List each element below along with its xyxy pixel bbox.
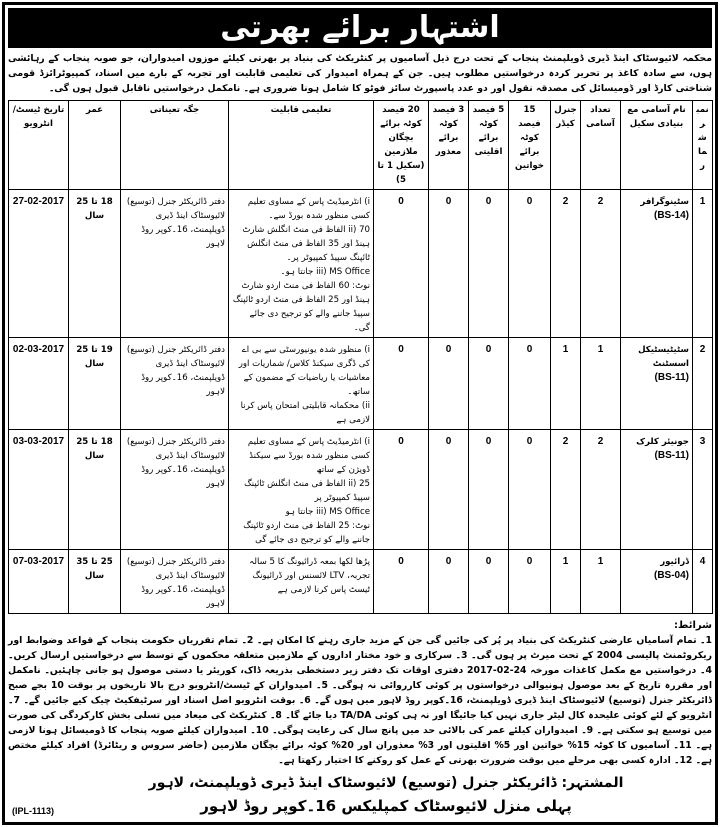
cell-count: 2 xyxy=(581,430,621,550)
condition-item: 5۔ امیدواران کے ٹیسٹ/انٹرویو درج بالا تاریخوں پر بوقت 10 بجے صبح ڈائریکٹر جنرل (توسیع) لائیوسٹاک اینڈ ڈیری ڈویلپمنٹ، 16۔کوپر روڈ لاہور میں ہوں گے۔ xyxy=(8,680,712,706)
cell-minority: 0 xyxy=(469,430,509,550)
advertiser-line: المشتہر: ڈائریکٹر جنرل (توسیع) لائیوسٹاک اینڈ ڈیری ڈویلپمنٹ، لاہور xyxy=(148,775,624,791)
ad-intro: محکمہ لائیوسٹاک اینڈ ڈیری ڈویلپمنٹ پنجاب کے تحت درج ذیل آسامیوں پر کنٹریکٹ کی بنیاد پر بھرتی کیلئے موزوں امیدواران، جو صوبہ پنجاب کے رہائشی ہوں، سے سادہ کاغذ پر تحریر کردہ درخواستیں مطلوب ہیں۔ جن کے ہمراہ امیدوار کی تعلیمی قابلیت اور تجربہ کے بارے میں اسناد، کمپیوٹرائزڈ قومی شناختی کارڈ اور ڈومیسائل کی مصدقہ نقول اور دو عدد پاسپورٹ سائز فوٹو کا شامل ہونا ضروری ہے۔ نامکمل درخواستیں ناقابل قبول ہوں گی۔ xyxy=(8,53,712,94)
cell-post-name xyxy=(621,430,693,550)
cell-post-name xyxy=(621,338,693,430)
table-row xyxy=(9,338,713,430)
qualification-line: i) منظور شدہ یونیورسٹی سے بی اے کی ڈگری سیکنڈ کلاس/ شماریات اور معاشیات یا ریاضیات کے مضمون کے ساتھ۔ xyxy=(238,345,370,397)
header-age: عمر xyxy=(69,101,121,190)
condition-item: 12۔ ادارہ کسی بھی مرحلے میں بوقت ضرورت بھرتی کے عمل کو روکنے کا اختیار رکھتا ہے۔ xyxy=(278,755,693,766)
cell-serial: 2 xyxy=(693,338,713,430)
cell-disabled: 0 xyxy=(429,338,469,430)
cell-interview-date: 07-03-2017 xyxy=(9,550,69,614)
cell-qualification xyxy=(229,430,374,550)
advertiser-block xyxy=(60,772,712,818)
cell-interview-date: 27-02-2017 xyxy=(9,190,69,338)
cell-general: 2 xyxy=(551,190,581,338)
cell-disabled: 0 xyxy=(429,550,469,614)
cell-employees-children: 0 xyxy=(374,338,429,430)
cell-qualification xyxy=(229,338,374,430)
condition-item: 6۔ بوقت انٹرویو اصل اسناد اور سرٹیفکیٹ چیک کیے جائیں گے۔ xyxy=(23,695,311,706)
header-employees-children-quota: 20 فیصد کوٹہ برائے بچگان ملازمین (سکیل 1 تا 5) xyxy=(374,101,429,190)
qualification-line: ii) 70 الفاظ فی منٹ انگلش شارٹ ہینڈ اور 35 الفاظ فی منٹ انگلش ٹائپنگ سپیڈ کمپیوٹر پر۔ xyxy=(242,225,370,263)
cell-age: 25 تا 35 سال xyxy=(69,550,121,614)
condition-item: 9۔ امیدواران کیلئے عمر کی بالائی حد میں پانچ سال کی رعایت ہوگی۔ xyxy=(272,725,594,736)
condition-item: 10۔ امیدواران کیلئے صوبہ پنجاب کا ڈومیسائل ہونا لازمی ہے۔ xyxy=(8,725,712,751)
cell-women: 0 xyxy=(509,430,551,550)
cell-age: 18 تا 25 سال xyxy=(69,430,121,550)
footer xyxy=(8,772,712,818)
qualification-line: iii) MS Office جانتا ہو xyxy=(285,507,370,517)
header-date: تاریخ ٹیسٹ/ انٹرویو xyxy=(9,101,69,190)
cell-general: 1 xyxy=(551,550,581,614)
post-scale: (BS-14) xyxy=(653,210,689,221)
cell-women: 0 xyxy=(509,550,551,614)
cell-serial: 4 xyxy=(693,550,713,614)
condition-item: 2۔ تمام تقرریاں حکومت پنجاب کے قواعد وضوابط اور ریکروٹمنٹ پالیسی 2004 کے تحت میرٹ پر ہوں گی۔ xyxy=(8,635,713,661)
condition-item: 3۔ سرکاری و خود مختار اداروں کے ملازمین متعلقہ محکموں کے توسط سے درخواستیں ارسال کریں۔ xyxy=(8,650,468,661)
cell-post-name xyxy=(621,190,693,338)
header-minority-quota: 5 فیصد کوٹہ برائے اقلیتی xyxy=(469,101,509,190)
cell-disabled: 0 xyxy=(429,430,469,550)
condition-item: 7۔ انٹرویو کے لئے کوئی علیحدہ کال لیٹر جاری نہیں کیا جائیگا اور نہ ہی کوئی TA/DA دیا جائے گا۔ xyxy=(8,695,712,721)
cell-age: 18 تا 25 سال xyxy=(69,190,121,338)
cell-count: 1 xyxy=(581,550,621,614)
table-body xyxy=(9,190,713,614)
post-scale: (BS-11) xyxy=(654,372,689,383)
cell-interview-date: 03-03-2017 xyxy=(9,430,69,550)
qualification-line: نوٹ: 60 الفاظ فی منٹ اردو شارٹ ہینڈ اور 25 الفاظ فی منٹ اردو ٹائپنگ سپیڈ جاننے والے کو ترجیح دی جائے گی۔ xyxy=(232,281,370,333)
cell-qualification xyxy=(229,550,374,614)
condition-item: 11۔ آسامیوں کا کوٹہ 15% خواتین اور 5% اقلیتوں اور 3% معذوران اور 20% کوٹہ برائے بچگان ملازمین (حاضر سروس و ریٹائرڈ) افراد کیلئے مختص ہے۔ xyxy=(8,740,712,766)
header-name: نام آسامی مع بنیادی سکیل xyxy=(621,101,693,190)
cell-minority: 0 xyxy=(469,550,509,614)
header-posting: جگہ تعیناتی xyxy=(121,101,229,190)
header-disabled-quota: 3 فیصد کوٹہ برائے معذور xyxy=(429,101,469,190)
cell-employees-children: 0 xyxy=(374,190,429,338)
cell-minority: 0 xyxy=(469,190,509,338)
qualification-line: پڑھا لکھا بمعہ ڈرائیونگ کا 5 سالہ تجربہ، LTV لائسنس اور ڈرائیونگ ٹیسٹ پاس کرنا لازمی ہے xyxy=(249,557,370,595)
cell-general: 2 xyxy=(551,430,581,550)
cell-women: 0 xyxy=(509,338,551,430)
header-women-quota: 15 فیصد کوٹہ برائے خواتین xyxy=(509,101,551,190)
cell-posting: دفتر ڈائریکٹر جنرل (توسیع) لائیوسٹاک اینڈ ڈیری ڈویلپمنٹ، 16۔کوپر روڈ لاہور xyxy=(121,338,229,430)
reference-code: (IPL-1113) xyxy=(12,806,55,816)
qualification-line: i) انٹرمیڈیٹ پاس کے مساوی تعلیم کسی منظور شدہ بورڈ سے سیکنڈ ڈویژن کے ساتھ xyxy=(247,437,370,475)
post-name: ڈرائیور xyxy=(660,557,689,567)
header-count: تعداد آسامی xyxy=(581,101,621,190)
conditions-heading: شرائط: xyxy=(674,620,712,631)
qualification-line: i) انٹرمیڈیٹ پاس کے مساوی تعلیم کسی منظور شدہ بورڈ سے۔ xyxy=(247,197,370,221)
cell-serial: 3 xyxy=(693,430,713,550)
cell-employees-children: 0 xyxy=(374,550,429,614)
post-name: سٹینوگرافر xyxy=(640,197,689,207)
post-scale: (BS-11) xyxy=(654,450,689,461)
conditions xyxy=(8,618,712,768)
advertiser-address: پہلی منزل لائیوسٹاک کمپلیکس 16۔کوپر روڈ لاہور xyxy=(200,797,572,815)
header-qualification: تعلیمی قابلیت xyxy=(229,101,374,190)
table-row xyxy=(9,550,713,614)
conditions-list xyxy=(8,635,712,766)
cell-general: 1 xyxy=(551,338,581,430)
cell-serial: 1 xyxy=(693,190,713,338)
qualification-line: ii) محکمانہ قابلیتی امتحان پاس کرنا لازمی ہے xyxy=(240,401,370,425)
condition-item: 8۔ کنٹریکٹ کی میعاد میں تسلی بخش کارکردگی کی صورت میں توسیع ہو سکتی ہے۔ xyxy=(8,710,712,736)
cell-age: 19 تا 25 سال xyxy=(69,338,121,430)
post-name: جونیئر کلرک xyxy=(636,437,689,447)
header-general: جنرل کیڈر xyxy=(551,101,581,190)
post-name: سٹیٹیسٹیکل اسسٹنٹ xyxy=(638,345,689,369)
cell-employees-children: 0 xyxy=(374,430,429,550)
cell-minority: 0 xyxy=(469,338,509,430)
vacancy-table xyxy=(8,100,713,614)
header-serial: نمبر شمار xyxy=(693,101,713,190)
qualification-line: نوٹ: 25 الفاظ فی منٹ اردو ٹائپنگ جاننے والے کو ترجیح دی جائے گی xyxy=(243,521,370,545)
advertisement-border xyxy=(2,2,718,825)
qualification-line: iii) MS Office جانتا ہو۔ xyxy=(280,267,370,277)
table-header-row xyxy=(9,101,713,190)
qualification-line: ii) 25 الفاظ فی منٹ انگلش ٹائپنگ سپیڈ کمپیوٹر پر xyxy=(244,479,370,503)
table-row xyxy=(9,190,713,338)
cell-count: 1 xyxy=(581,338,621,430)
cell-posting: دفتر ڈائریکٹر جنرل (توسیع) لائیوسٹاک اینڈ ڈیری ڈویلپمنٹ، 16۔کوپر روڈ لاہور xyxy=(121,550,229,614)
post-scale: (BS-04) xyxy=(653,570,689,581)
condition-item: 4۔ درخواستیں مع مکمل کاغذات مورخہ 24-02-2017 دفتری اوقات تک دفتر زیر دستخطی بذریعہ ڈاک، کوریئر یا دستی موصول ہو جانی چاہئیں۔ نامکمل اور مقررہ تاریخ کے بعد موصول ہونیوالی درخواستوں پر کوئی کارروائی نہ ہوگی۔ xyxy=(8,665,713,691)
cell-interview-date: 02-03-2017 xyxy=(9,338,69,430)
cell-qualification xyxy=(229,190,374,338)
cell-count: 2 xyxy=(581,190,621,338)
table-row xyxy=(9,430,713,550)
cell-posting: دفتر ڈائریکٹر جنرل (توسیع) لائیوسٹاک اینڈ ڈیری ڈویلپمنٹ، 16۔کوپر روڈ لاہور xyxy=(121,430,229,550)
cell-posting: دفتر ڈائریکٹر جنرل (توسیع) لائیوسٹاک اینڈ ڈیری ڈویلپمنٹ، 16۔کوپر روڈ لاہور xyxy=(121,190,229,338)
cell-women: 0 xyxy=(509,190,551,338)
ad-title: اشتہار برائے بھرتی xyxy=(8,8,712,48)
cell-post-name xyxy=(621,550,693,614)
condition-item: 1۔ تمام آسامیاں عارضی کنٹریکٹ کی بنیاد پر پُر کی جائیں گی جن کے مزید جاری رہنے کا امکان ہے۔ xyxy=(256,635,712,646)
cell-disabled: 0 xyxy=(429,190,469,338)
